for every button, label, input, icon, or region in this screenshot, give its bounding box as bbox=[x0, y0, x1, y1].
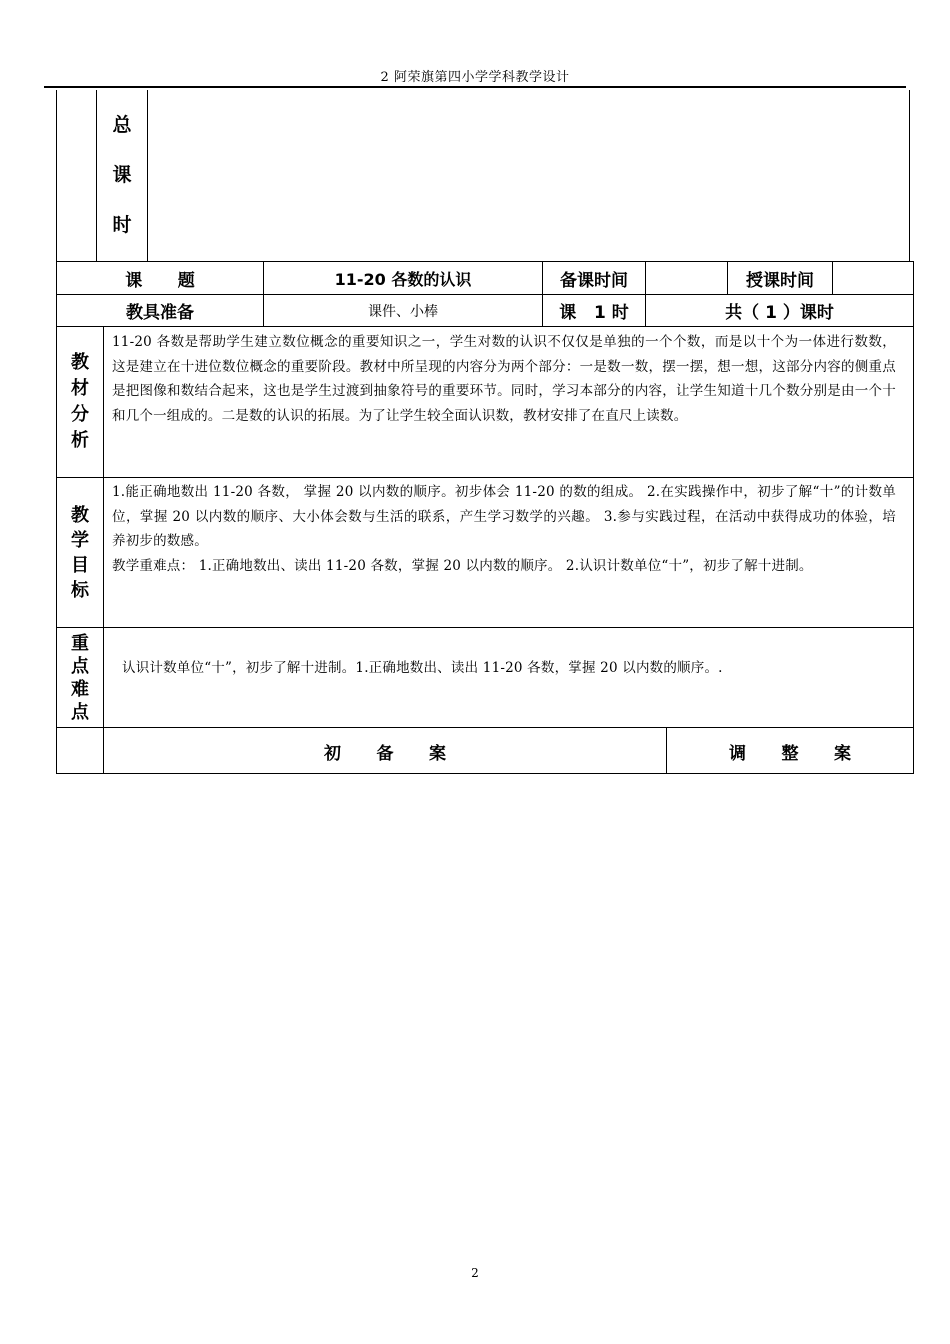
teach-time-value bbox=[833, 262, 913, 294]
total-count: 共（ 1 ）课时 bbox=[725, 303, 834, 323]
objectives-label: 教 学 目 标 bbox=[71, 504, 89, 601]
tools-label: 教具准备 bbox=[126, 303, 194, 323]
key-difficulties-paragraph: 教学重难点： 1.正确地数出、读出 11-20 各数，掌握 20 以内数的顺序。 2.认识计数单位“十”，初步了解十进制。 bbox=[112, 557, 813, 574]
key-points-text: 认识计数单位“十”，初步了解十进制。1.正确地数出、读出 11-20 各数，掌握 20 以内数的顺序。. bbox=[122, 660, 723, 676]
analysis-label: 教 材 分 析 bbox=[71, 352, 89, 451]
prep-time-label: 备课时间 bbox=[560, 270, 628, 291]
analysis-text: 11-20 各数是帮助学生建立数位概念的重要知识之一，学生对数的认识不仅仅是单独的一个个数，而是以十个为一体进行数数，这是建立在十进位数位概念的重要阶段。教材中所呈现的内容分为两个部分：一是数一数，摆一摆，想一想，这部分内容的侧重点是把图像和数结合起来，这也是学生过渡到抽象符号的重要环节。同时，学习本部分的内容，让学生知道十几个数分别是由一个十和几个一组成的。二是数的认识的拓展。为了让学生较全面认识数，教材安排了在直尺上读数。 bbox=[112, 334, 896, 424]
topic-value: 11-20 各数的认识 bbox=[334, 269, 472, 289]
teach-time-label: 授课时间 bbox=[746, 270, 814, 291]
key-points-label: 重 点 难 点 bbox=[71, 632, 89, 723]
objectives-paragraph: 1.能正确地数出 11-20 各数， 掌握 20 以内数的顺序。初步体会 11-20 的数的组成。 2.在实践操作中，初步了解“十”的计数单位，掌握 20 以内数的顺序、大小体会数与生活的联系，产生学习数学的兴趣。 3.参与实践过程，在活动中获得成功的体验，培养初步的数感。 bbox=[112, 484, 896, 549]
initial-plan-heading: 初 备 案 bbox=[323, 743, 447, 764]
page-number: 2 bbox=[471, 1266, 479, 1280]
header-rule bbox=[44, 86, 906, 88]
lesson-count: 课 1 时 bbox=[559, 303, 629, 323]
total-hours-label: 总 课 时 bbox=[112, 114, 132, 236]
adjusted-plan-heading: 调 整 案 bbox=[728, 743, 852, 764]
page-header: 2 阿荣旗第四小学学科教学设计 bbox=[380, 70, 570, 85]
objectives-text bbox=[112, 480, 896, 578]
prep-time-value bbox=[646, 262, 727, 294]
topic-label: 课 题 bbox=[125, 270, 195, 291]
tools-value: 课件、小棒 bbox=[368, 303, 438, 320]
